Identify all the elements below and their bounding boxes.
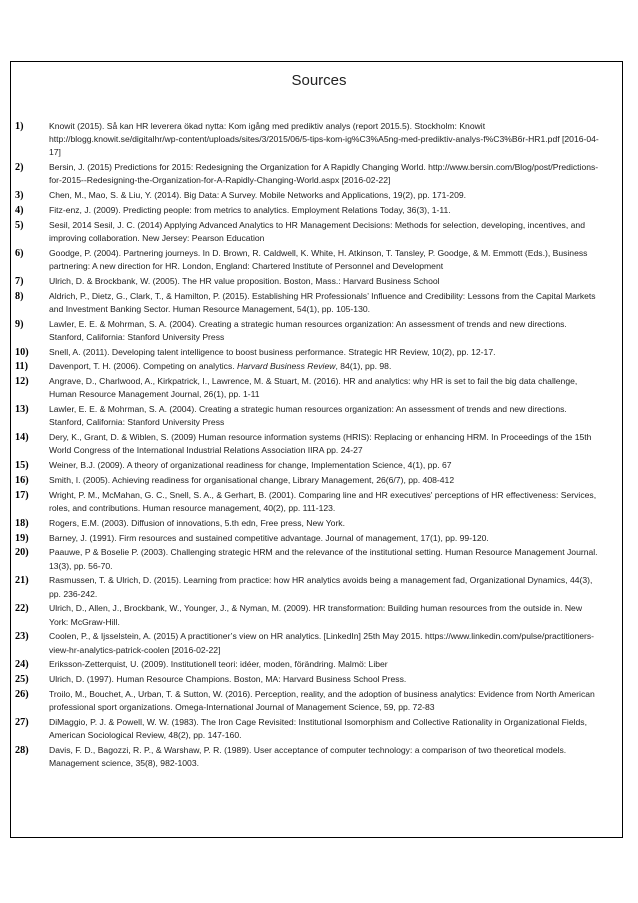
reference-item bbox=[0, 658, 638, 671]
reference-text bbox=[49, 360, 601, 373]
reference-text: Paauwe, P & Boselie P. (2003). Challenging strategic HRM and the relevance of the institutional setting. Human Resource Management Journal. 13(3), pp. 56-70. bbox=[49, 547, 598, 571]
reference-list bbox=[0, 120, 638, 772]
reference-item bbox=[0, 375, 638, 401]
reference-number: 23) bbox=[15, 631, 29, 643]
reference-item bbox=[0, 247, 638, 273]
reference-number: 15) bbox=[15, 460, 29, 472]
reference-text: Snell, A. (2011). Developing talent intelligence to boost business performance. Strategic HR Review, 10(2), pp. 12-17. bbox=[49, 346, 496, 357]
reference-number: 25) bbox=[15, 674, 29, 686]
reference-text: Goodge, P. (2004). Partnering journeys. In D. Brown, R. Caldwell, K. White, H. Atkinson, T. Tansley, P. Goodge, & M. Emmott (Eds.), Business partnering: A new direction for HR. London, England: Chartered Institute of Personnel and Development bbox=[49, 247, 588, 271]
reference-text-part: , 84(1), pp. 98. bbox=[335, 361, 392, 372]
reference-number: 10) bbox=[15, 346, 29, 358]
reference-text: Angrave, D., Charlwood, A., Kirkpatrick, I., Lawrence, M. & Stuart, M. (2016). HR and analytics: why HR is set to fail the big data challenge, Human Resource Management Journal, 26(1), pp. 1-11 bbox=[49, 376, 578, 400]
reference-text-part: Davenport, T. H. (2006). Competing on analytics. bbox=[49, 361, 238, 372]
reference-item bbox=[0, 360, 638, 373]
reference-item bbox=[0, 161, 638, 187]
reference-number: 7) bbox=[15, 275, 24, 287]
reference-text: Smith, I. (2005). Achieving readiness for organisational change, Library Management, 26(6/7), pp. 408-412 bbox=[49, 474, 455, 485]
reference-text: Troilo, M., Bouchet, A., Urban, T. & Sutton, W. (2016). Perception, reality, and the adoption of business analytics: Evidence from North American professional sport organizations. Omega-International Journal of Management Science, 59, pp. 72-83 bbox=[49, 688, 595, 713]
reference-number: 1) bbox=[15, 121, 24, 132]
reference-text: Barney, J. (1991). Firm resources and sustained competitive advantage. Journal of management, 17(1), pp. 99-120. bbox=[49, 532, 489, 543]
reference-number: 17) bbox=[15, 489, 29, 501]
reference-item bbox=[0, 219, 638, 245]
reference-text: Bersin, J. (2015) Predictions for 2015: Redesigning the Organization for A Rapidly Changing World. http://www.bersin.com/Blog/post/Predictions-for-2015--Redesigning-the-Organization-for-A-Rapidly-Changing-World.aspx [2016-02-22] bbox=[49, 162, 599, 186]
reference-item bbox=[0, 120, 638, 160]
reference-number: 16) bbox=[15, 474, 29, 486]
reference-item bbox=[0, 602, 638, 628]
reference-text: Fitz-enz, J. (2009). Predicting people: from metrics to analytics. Employment Relations Today, 36(3), 1-11. bbox=[49, 205, 451, 215]
reference-number: 24) bbox=[15, 659, 29, 671]
reference-number: 20) bbox=[15, 547, 29, 559]
reference-text: Eriksson-Zetterquist, U. (2009). Institutionell teori: idéer, moden, förändring. Malmö: Liber bbox=[49, 659, 388, 670]
reference-number: 14) bbox=[15, 432, 29, 444]
reference-number: 12) bbox=[15, 376, 29, 388]
reference-item bbox=[0, 673, 638, 686]
reference-number: 21) bbox=[15, 575, 29, 587]
reference-item bbox=[0, 546, 638, 572]
reference-item bbox=[0, 574, 638, 600]
reference-item bbox=[0, 204, 638, 217]
reference-text: Sesil, 2014 Sesil, J. C. (2014) Applying Advanced Analytics to HR Management Decisions: Methods for selection, developing, incentives, and improving collaboration. New Jersey: Pearson Education bbox=[49, 219, 585, 243]
reference-number: 27) bbox=[15, 716, 29, 728]
reference-number: 3) bbox=[15, 190, 24, 202]
reference-item bbox=[0, 489, 638, 515]
reference-number: 5) bbox=[15, 219, 24, 231]
reference-item bbox=[0, 290, 638, 316]
reference-item bbox=[0, 189, 638, 202]
reference-text: Lawler, E. E. & Mohrman, S. A. (2004). Creating a strategic human resources organization: An assessment of trends and new directions. Stanford, California: Stanford University Press bbox=[49, 404, 567, 428]
reference-number: 26) bbox=[15, 688, 29, 700]
reference-text: Ulrich, D., Allen, J., Brockbank, W., Younger, J., & Nyman, M. (2009). HR transformation: Building human resources from the outside in. New York: McGraw-Hill. bbox=[49, 603, 583, 627]
reference-number: 13) bbox=[15, 404, 29, 416]
reference-item bbox=[0, 275, 638, 288]
reference-item bbox=[0, 346, 638, 359]
reference-text: Lawler, E. E. & Mohrman, S. A. (2004). Creating a strategic human resources organization: An assessment of trends and new directions. Stanford, California: Stanford University Press bbox=[49, 318, 567, 342]
reference-text: Rogers, E.M. (2003). Diffusion of innovations, 5.th edn, Free press, New York. bbox=[49, 517, 345, 528]
reference-text: Chen, M., Mao, S. & Liu, Y. (2014). Big Data: A Survey. Mobile Networks and Applications, 19(2), pp. 171-209. bbox=[49, 190, 467, 201]
reference-number: 9) bbox=[15, 318, 24, 330]
reference-number: 18) bbox=[15, 517, 29, 529]
reference-text: Wright, P. M., McMahan, G. C., Snell, S. A., & Gerhart, B. (2001). Comparing line and HR executives' perceptions of HR effectiveness: Services, roles, and contributions. Human resource management, 40(2), pp. 111-123. bbox=[49, 489, 597, 513]
reference-number: 4) bbox=[15, 205, 24, 216]
reference-text: Weiner, B.J. (2009). A theory of organizational readiness for change, Implementation Science, 4(1), pp. 67 bbox=[49, 460, 452, 471]
reference-item bbox=[0, 431, 638, 457]
reference-text: DiMaggio, P. J. & Powell, W. W. (1983). The Iron Cage Revisited: Institutional Isomorphism and Collective Rationality in Organizational Fields, American Sociological Review, 48(2), pp. 147-160. bbox=[49, 716, 587, 741]
reference-item bbox=[0, 532, 638, 545]
reference-text: Davis, F. D., Bagozzi, R. P., & Warshaw, P. R. (1989). User acceptance of computer technology: a comparison of two theoretical models. Management science, 35(8), 982-1003. bbox=[49, 744, 567, 769]
reference-number: 22) bbox=[15, 603, 29, 615]
reference-text: Aldrich, P., Dietz, G., Clark, T., & Hamilton, P. (2015). Establishing HR Professionals’ Influence and Credibility: Lessons from the Capital Markets and Investment Banking Sector. Human Resource Management, 54(1), pp. 105-130. bbox=[49, 290, 596, 314]
reference-number: 28) bbox=[15, 744, 29, 756]
reference-text: Ulrich, D. (1997). Human Resource Champions. Boston, MA: Harvard Business School Press. bbox=[49, 674, 407, 685]
reference-number: 11) bbox=[15, 361, 29, 373]
reference-item bbox=[0, 716, 638, 742]
reference-text: Rasmussen, T. & Ulrich, D. (2015). Learning from practice: how HR analytics avoids being a management fad, Organizational Dynamics, 44(3), pp. 236-242. bbox=[49, 575, 593, 599]
reference-number: 19) bbox=[15, 532, 29, 544]
reference-item bbox=[0, 474, 638, 487]
reference-text: Dery, K., Grant, D. & Wiblen, S. (2009) Human resource information systems (HRIS): Replacing or enhancing HRM. In Proceedings of the 15th World Congress of the International Industrial Relations Association IIRA pp. 24-27 bbox=[49, 432, 592, 456]
reference-item bbox=[0, 318, 638, 344]
reference-number: 8) bbox=[15, 290, 24, 302]
reference-item bbox=[0, 459, 638, 472]
page-title: Sources bbox=[291, 72, 347, 89]
reference-text: Knowit (2015). Så kan HR leverera ökad nytta: Kom igång med prediktiv analys (report 2015.5). Stockholm: Knowit http://blogg.knowit.se/digitalhr/wp-content/uploads/sites/3/2015/06/5-tips-kom-ig%C3%A5ng-med-prediktiv-analys-f%C3%B6r-HR1.pdf [2016-04-17] bbox=[49, 121, 599, 158]
reference-item bbox=[0, 517, 638, 530]
reference-item bbox=[0, 403, 638, 429]
reference-item bbox=[0, 630, 638, 656]
reference-item bbox=[0, 744, 638, 770]
reference-number: 2) bbox=[15, 162, 24, 174]
reference-journal-title: Harvard Business Review bbox=[237, 361, 336, 372]
reference-number: 6) bbox=[15, 247, 24, 259]
reference-item bbox=[0, 688, 638, 714]
reference-text: Coolen, P., & Ijsselstein, A. (2015) A practitioner’s view on HR analytics. [LinkedIn] 25th May 2015. https://www.linkedin.com/pulse/practitioners-view-hr-analytics-patrick-coolen [2016-02-22] bbox=[49, 631, 595, 655]
reference-text: Ulrich, D. & Brockbank, W. (2005). The HR value proposition. Boston, Mass.: Harvard Business School bbox=[49, 275, 440, 286]
